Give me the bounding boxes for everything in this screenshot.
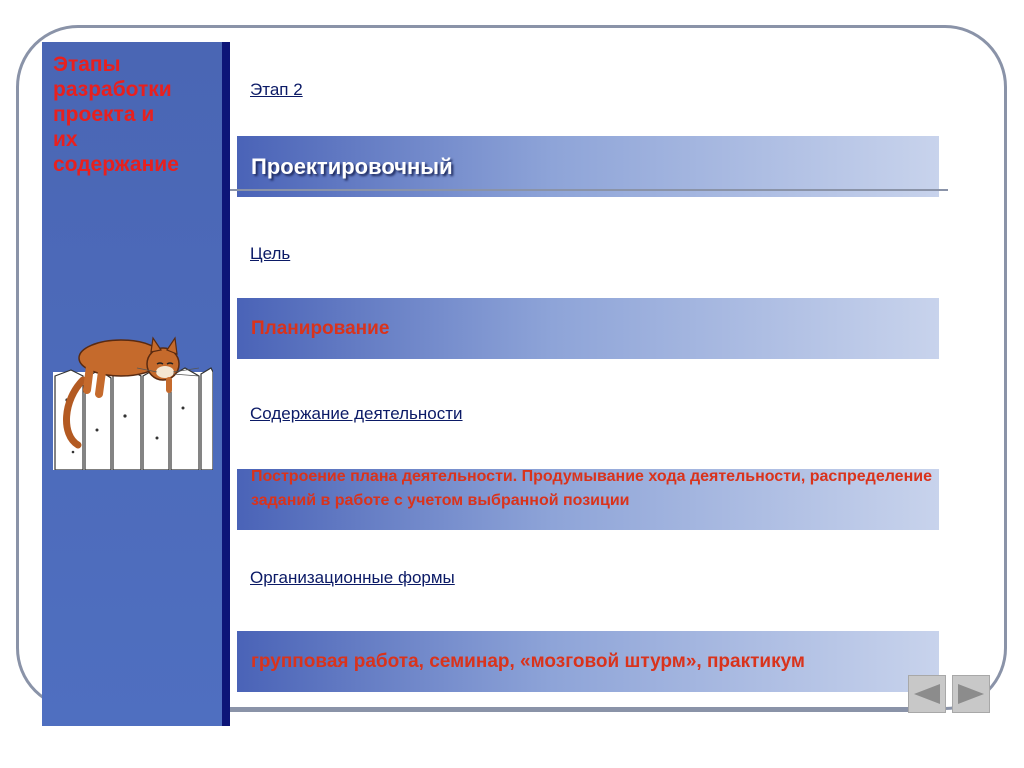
content-value: Построение плана деятельности. Продумывание хода деятельности, распределение заданий в работе с учетом выбранной позиции <box>251 468 932 509</box>
sidebar-title: Этапы разработки проекта и их содержание <box>53 53 179 176</box>
forms-value: групповая работа, семинар, «мозговой штурм», практикум <box>251 650 805 672</box>
stage-label[interactable]: Этап 2 <box>250 80 303 99</box>
stage-underline <box>230 189 948 191</box>
content-label[interactable]: Содержание деятельности <box>250 404 463 423</box>
forms-label[interactable]: Организационные формы <box>250 568 455 587</box>
sidebar-divider <box>222 42 230 726</box>
cat-on-fence-illustration <box>53 320 213 470</box>
content-band <box>237 469 939 530</box>
stage-name: Проектировочный <box>251 153 453 179</box>
left-arrow-icon <box>912 682 942 706</box>
goal-band <box>237 298 939 359</box>
stage-name-band <box>237 136 939 197</box>
previous-slide-button[interactable] <box>908 675 946 713</box>
forms-band <box>237 631 939 692</box>
goal-value: Планирование <box>251 317 390 339</box>
right-arrow-icon <box>956 682 986 706</box>
bottom-rule <box>230 710 910 712</box>
next-slide-button[interactable] <box>952 675 990 713</box>
goal-label[interactable]: Цель <box>250 244 291 263</box>
